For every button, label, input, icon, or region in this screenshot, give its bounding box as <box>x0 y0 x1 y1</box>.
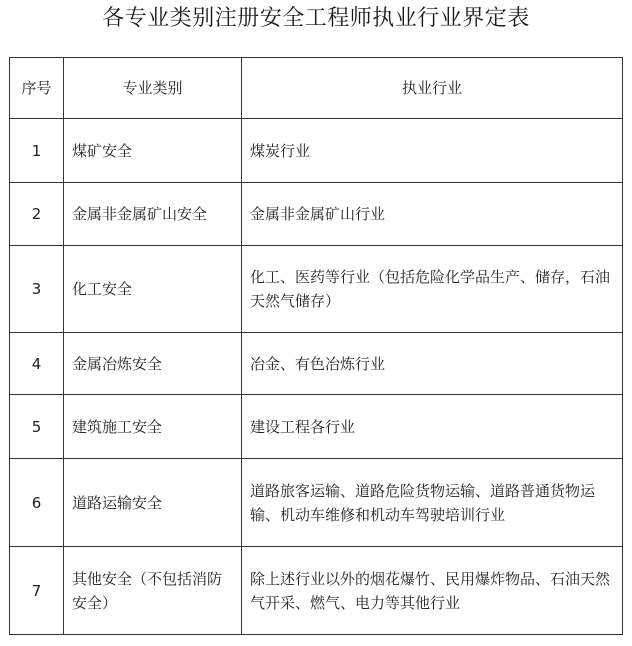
table-row <box>10 246 623 333</box>
table-row <box>10 395 623 459</box>
table-row <box>10 547 623 635</box>
row-category: 煤矿安全 <box>64 119 242 183</box>
row-number: 4 <box>10 333 64 395</box>
row-category: 建筑施工安全 <box>64 395 242 459</box>
row-category: 金属非金属矿山安全 <box>64 183 242 246</box>
row-industry: 煤炭行业 <box>242 119 623 183</box>
row-industry: 冶金、有色冶炼行业 <box>242 333 623 395</box>
row-category: 化工安全 <box>64 246 242 333</box>
row-industry: 道路旅客运输、道路危险货物运输、道路普通货物运输、机动车维修和机动车驾驶培训行业 <box>242 459 623 547</box>
row-number: 6 <box>10 459 64 547</box>
row-number: 3 <box>10 246 64 333</box>
header-industry: 执业行业 <box>242 58 623 119</box>
row-industry: 建设工程各行业 <box>242 395 623 459</box>
industry-definition-table <box>9 57 623 635</box>
table-row <box>10 333 623 395</box>
document-title: 各专业类别注册安全工程师执业行业界定表 <box>102 6 530 31</box>
row-category: 金属冶炼安全 <box>64 333 242 395</box>
row-category: 道路运输安全 <box>64 459 242 547</box>
row-number: 1 <box>10 119 64 183</box>
table-row <box>10 459 623 547</box>
row-number: 7 <box>10 547 64 635</box>
table-row <box>10 183 623 246</box>
header-serial-number: 序号 <box>10 58 64 119</box>
row-category: 其他安全（不包括消防安全） <box>64 547 242 635</box>
row-industry: 化工、医药等行业（包括危险化学品生产、储存，石油天然气储存） <box>242 246 623 333</box>
table-header-row <box>10 58 623 119</box>
row-number: 2 <box>10 183 64 246</box>
table-row <box>10 119 623 183</box>
row-industry: 除上述行业以外的烟花爆竹、民用爆炸物品、石油天然气开采、燃气、电力等其他行业 <box>242 547 623 635</box>
header-category: 专业类别 <box>64 58 242 119</box>
row-industry: 金属非金属矿山行业 <box>242 183 623 246</box>
row-number: 5 <box>10 395 64 459</box>
